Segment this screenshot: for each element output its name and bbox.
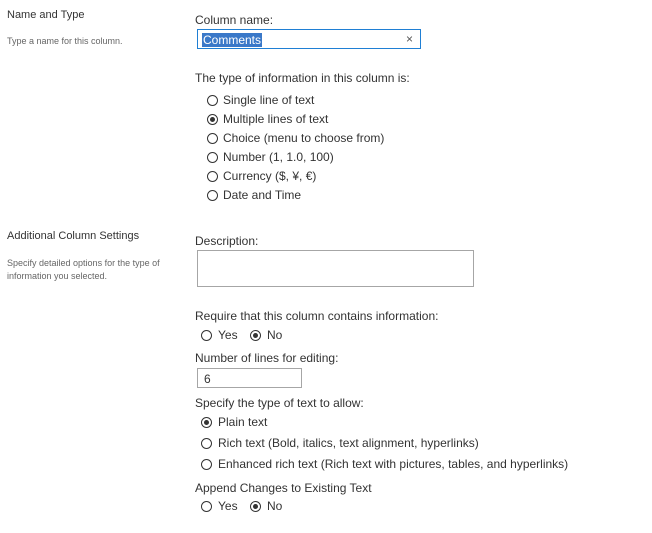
option-label: Rich text (Bold, italics, text alignment, hyperlinks) — [218, 436, 479, 450]
column-name-label: Column name: — [195, 13, 274, 27]
radio-button[interactable] — [207, 190, 218, 201]
radio-button[interactable] — [201, 459, 212, 470]
column-name-input[interactable] — [197, 29, 421, 49]
type-option-multiple-lines[interactable] — [207, 111, 328, 127]
type-option-date-time[interactable] — [207, 187, 301, 203]
section-title-name-and-type: Name and Type — [7, 9, 85, 21]
require-option-no[interactable] — [250, 327, 282, 343]
option-label: Single line of text — [223, 93, 315, 107]
option-label: Yes — [218, 499, 238, 513]
lines-input[interactable] — [197, 368, 302, 388]
option-label: Plain text — [218, 415, 268, 429]
section-description-additional-settings: Specify detailed options for the type of information you selected. — [7, 258, 160, 281]
clear-input-icon[interactable]: × — [405, 32, 413, 46]
option-label: No — [267, 499, 283, 513]
radio-button[interactable] — [201, 501, 212, 512]
radio-button[interactable] — [207, 133, 218, 144]
radio-button-selected[interactable] — [250, 501, 261, 512]
radio-button-selected[interactable] — [207, 114, 218, 125]
radio-button-selected[interactable] — [201, 417, 212, 428]
section-title-additional-settings: Additional Column Settings — [7, 230, 140, 242]
text-type-option-enhanced[interactable] — [201, 456, 568, 472]
radio-button[interactable] — [207, 171, 218, 182]
radio-button[interactable] — [201, 438, 212, 449]
option-label: Yes — [218, 328, 238, 342]
type-option-choice[interactable] — [207, 130, 384, 146]
append-label: Append Changes to Existing Text — [195, 481, 372, 495]
radio-button-selected[interactable] — [250, 330, 261, 341]
append-option-no[interactable] — [250, 498, 282, 514]
description-label: Description: — [195, 234, 259, 248]
append-option-yes[interactable] — [201, 498, 238, 514]
option-label: Multiple lines of text — [223, 112, 329, 126]
column-name-value: Comments — [203, 33, 262, 47]
radio-button[interactable] — [201, 330, 212, 341]
lines-label: Number of lines for editing: — [195, 351, 339, 365]
option-label: Currency ($, ¥, €) — [223, 169, 317, 183]
option-label: Choice (menu to choose from) — [223, 131, 385, 145]
column-type-label: The type of information in this column is: — [195, 71, 410, 85]
text-type-option-plain[interactable] — [201, 414, 267, 430]
type-option-single-line[interactable] — [207, 92, 314, 108]
lines-value: 6 — [204, 372, 211, 386]
option-label: No — [267, 328, 283, 342]
type-option-number[interactable] — [207, 149, 334, 165]
require-option-yes[interactable] — [201, 327, 238, 343]
text-type-option-rich[interactable] — [201, 435, 479, 451]
option-label: Number (1, 1.0, 100) — [223, 150, 334, 164]
text-type-label: Specify the type of text to allow: — [195, 396, 364, 410]
section-description-name-and-type: Type a name for this column. — [7, 36, 123, 46]
option-label: Enhanced rich text (Rich text with pictures, tables, and hyperlinks) — [218, 457, 569, 471]
type-option-currency[interactable] — [207, 168, 316, 184]
description-textarea[interactable] — [197, 250, 474, 287]
require-label: Require that this column contains information: — [195, 309, 439, 323]
radio-button[interactable] — [207, 152, 218, 163]
radio-button[interactable] — [207, 95, 218, 106]
option-label: Date and Time — [223, 188, 302, 202]
